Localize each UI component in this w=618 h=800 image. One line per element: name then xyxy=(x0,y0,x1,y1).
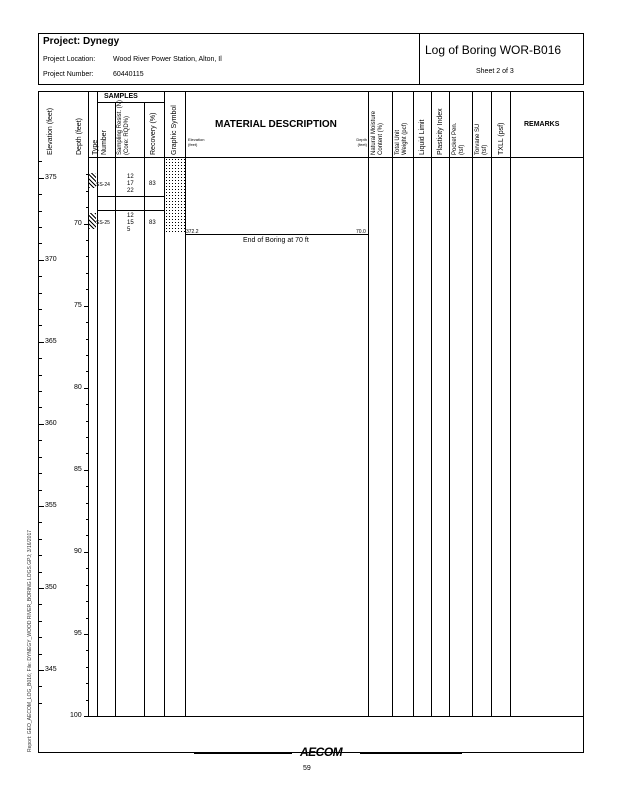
depth-minor-tick xyxy=(86,437,88,438)
elevation-minor-tick xyxy=(39,424,44,425)
report-side-text: Report: GEO_AECOM_LOG_B016; File: DYNEGY_WOOD RIVER_BORING LOGS.GPJ; 3/16/2017 xyxy=(27,529,33,752)
col-divider xyxy=(144,102,145,716)
depth-minor-tick xyxy=(86,453,88,454)
elevation-minor-tick xyxy=(39,670,44,671)
col-divider xyxy=(413,91,414,716)
elevation-minor-tick xyxy=(39,161,42,162)
elevation-minor-tick xyxy=(39,178,44,179)
elevation-minor-tick xyxy=(39,227,42,228)
depth-minor-tick xyxy=(84,470,88,471)
depth-minor-tick xyxy=(86,256,88,257)
depth-minor-tick xyxy=(86,207,88,208)
elevation-minor-tick xyxy=(39,621,42,622)
end-elevation: 372.2 xyxy=(186,229,199,235)
depth-tick-label: 95 xyxy=(74,629,82,637)
column-header-bottom xyxy=(88,157,583,158)
elevation-minor-tick xyxy=(39,522,42,523)
elevation-minor-tick xyxy=(39,490,42,491)
elevation-minor-tick xyxy=(39,473,42,474)
depth-tick-label: 80 xyxy=(74,383,82,391)
elevation-tick-label: 375 xyxy=(45,173,57,181)
end-of-boring-line xyxy=(185,234,368,235)
depth-minor-tick xyxy=(86,174,88,175)
sheet-number: Sheet 2 of 3 xyxy=(476,68,514,75)
sample-type-symbol xyxy=(89,213,96,229)
elevation-header: Elevation (feet) xyxy=(47,107,54,155)
depth-minor-tick xyxy=(86,404,88,405)
elevation-minor-tick xyxy=(39,243,42,244)
material-description-header: MATERIAL DESCRIPTION xyxy=(215,119,337,130)
sample-recovery: 83 xyxy=(149,181,156,187)
elevation-minor-tick xyxy=(39,342,44,343)
elevation-minor-tick xyxy=(39,407,42,408)
boring-log-title: Log of Boring WOR-B016 xyxy=(425,43,562,57)
elevation-tick-label: 360 xyxy=(45,419,57,427)
sample-divider xyxy=(97,210,164,211)
recovery-header: Recovery (%) xyxy=(150,112,157,155)
sampling-resist-label: Sampling Resist. (N) (Core: RQD%) xyxy=(117,99,130,155)
pocket-pen-header xyxy=(452,115,466,155)
elevation-minor-tick xyxy=(39,358,42,359)
elevation-tick-label: 345 xyxy=(45,666,57,674)
sample-blow-count: 12 xyxy=(127,213,134,219)
depth-minor-tick xyxy=(86,700,88,701)
depth-minor-tick xyxy=(86,601,88,602)
remarks-header: REMARKS xyxy=(524,121,560,128)
log-table xyxy=(38,91,584,753)
soil-graphic-symbol xyxy=(165,158,185,234)
header-divider xyxy=(419,33,420,85)
col-divider xyxy=(368,91,369,716)
depth-minor-tick xyxy=(86,371,88,372)
project-title: Project: Dynegy xyxy=(43,36,120,47)
number-header: Number xyxy=(101,130,108,155)
depth-minor-tick xyxy=(86,273,88,274)
depth-minor-tick xyxy=(84,388,88,389)
depth-minor-tick xyxy=(86,240,88,241)
depth-tick-label: 70 xyxy=(74,219,82,227)
elevation-minor-tick xyxy=(39,440,42,441)
elevation-minor-tick xyxy=(39,276,42,277)
type-header: Type xyxy=(92,139,99,155)
depth-minor-tick xyxy=(84,634,88,635)
elevation-minor-tick xyxy=(39,211,42,212)
elevation-minor-tick xyxy=(39,309,42,310)
depth-minor-tick xyxy=(84,716,88,717)
footer-line-left xyxy=(194,753,292,754)
col-divider xyxy=(449,91,450,716)
moisture-label: Natural Moisture Content (%) xyxy=(371,110,384,155)
depth-minor-tick xyxy=(86,683,88,684)
col-divider xyxy=(431,91,432,716)
torvane-label: Torvane SU (tsf) xyxy=(475,123,488,155)
elevation-tick-label: 370 xyxy=(45,255,57,263)
table-bottom-line xyxy=(88,716,583,717)
col-divider xyxy=(510,91,511,716)
sample-blow-count: 22 xyxy=(127,188,134,194)
depth-minor-tick xyxy=(86,339,88,340)
sample-number: SS-25 xyxy=(96,220,110,226)
col-divider xyxy=(472,91,473,716)
sample-recovery: 83 xyxy=(149,220,156,226)
sample-blow-count: 12 xyxy=(127,174,134,180)
elevation-subheader: Elevation (feet) xyxy=(188,137,205,147)
elevation-minor-tick xyxy=(39,572,42,573)
depth-minor-tick xyxy=(86,585,88,586)
col-divider xyxy=(491,91,492,716)
depth-minor-tick xyxy=(86,289,88,290)
depth-tick-label: 75 xyxy=(74,301,82,309)
pocket-pen-label: Pocket Pen. (tsf) xyxy=(452,122,465,155)
depth-subheader: Depth (feet) xyxy=(356,137,367,147)
depth-minor-tick xyxy=(86,486,88,487)
footer-line-right xyxy=(360,753,462,754)
end-of-boring-note: End of Boring at 70 ft xyxy=(243,237,309,244)
torvane-header xyxy=(475,115,489,155)
depth-minor-tick xyxy=(86,322,88,323)
depth-header: Depth (feet) xyxy=(76,118,83,155)
plasticity-header: Plasticity Index xyxy=(437,108,444,155)
graphic-symbol-header: Graphic Symbol xyxy=(171,105,178,155)
depth-minor-tick xyxy=(86,519,88,520)
depth-minor-tick xyxy=(84,552,88,553)
depth-tick-label: 85 xyxy=(74,465,82,473)
col-divider xyxy=(185,91,186,716)
project-location-value: Wood River Power Station, Alton, Il xyxy=(113,56,222,63)
elevation-minor-tick xyxy=(39,457,42,458)
aecom-logo: AECOM xyxy=(300,745,343,759)
elevation-minor-tick xyxy=(39,293,42,294)
elevation-tick-label: 365 xyxy=(45,337,57,345)
elevation-minor-tick xyxy=(39,539,42,540)
elevation-minor-tick xyxy=(39,654,42,655)
sample-divider xyxy=(97,196,164,197)
depth-minor-tick xyxy=(86,667,88,668)
depth-tick-label: 90 xyxy=(74,547,82,555)
col-divider xyxy=(115,102,116,716)
elevation-minor-tick xyxy=(39,703,42,704)
elevation-minor-tick xyxy=(39,506,44,507)
depth-minor-tick xyxy=(86,503,88,504)
project-number-label: Project Number: xyxy=(43,71,94,78)
elevation-minor-tick xyxy=(39,375,42,376)
liquid-limit-header: Liquid Limit xyxy=(419,119,426,155)
depth-tick-label: 100 xyxy=(70,712,82,719)
end-depth: 70.0 xyxy=(356,229,366,235)
sample-blow-count: 17 xyxy=(127,181,134,187)
depth-minor-tick xyxy=(86,535,88,536)
elevation-minor-tick xyxy=(39,325,42,326)
page-number: 59 xyxy=(303,765,311,772)
depth-minor-tick xyxy=(86,355,88,356)
sampling-resist-header xyxy=(117,100,131,155)
depth-minor-tick xyxy=(86,568,88,569)
elevation-minor-tick xyxy=(39,260,44,261)
sample-blow-count: 5 xyxy=(127,227,131,233)
elevation-minor-tick xyxy=(39,555,42,556)
project-number-value: 60440115 xyxy=(113,71,144,78)
elevation-tick-label: 355 xyxy=(45,501,57,509)
elevation-minor-tick xyxy=(39,604,42,605)
elevation-tick-label: 350 xyxy=(45,583,57,591)
moisture-header xyxy=(371,93,385,155)
depth-minor-tick xyxy=(84,306,88,307)
sample-number: SS-24 xyxy=(96,182,110,188)
unit-weight-header xyxy=(395,110,409,155)
sample-type-symbol xyxy=(89,173,96,188)
depth-minor-tick xyxy=(86,618,88,619)
elevation-minor-tick xyxy=(39,637,42,638)
samples-header: SAMPLES xyxy=(104,93,138,100)
col-divider xyxy=(392,91,393,716)
depth-minor-tick xyxy=(86,650,88,651)
unit-weight-label: Total Unit Weight (pcf) xyxy=(395,122,408,155)
project-location-label: Project Location: xyxy=(43,56,96,63)
sample-blow-count: 15 xyxy=(127,220,134,226)
depth-minor-tick xyxy=(86,421,88,422)
elevation-minor-tick xyxy=(39,686,42,687)
depth-minor-tick xyxy=(84,224,88,225)
txll-header: TXLL (psf) xyxy=(498,122,505,155)
elevation-minor-tick xyxy=(39,194,42,195)
depth-minor-tick xyxy=(86,191,88,192)
elevation-minor-tick xyxy=(39,588,44,589)
elevation-minor-tick xyxy=(39,391,42,392)
